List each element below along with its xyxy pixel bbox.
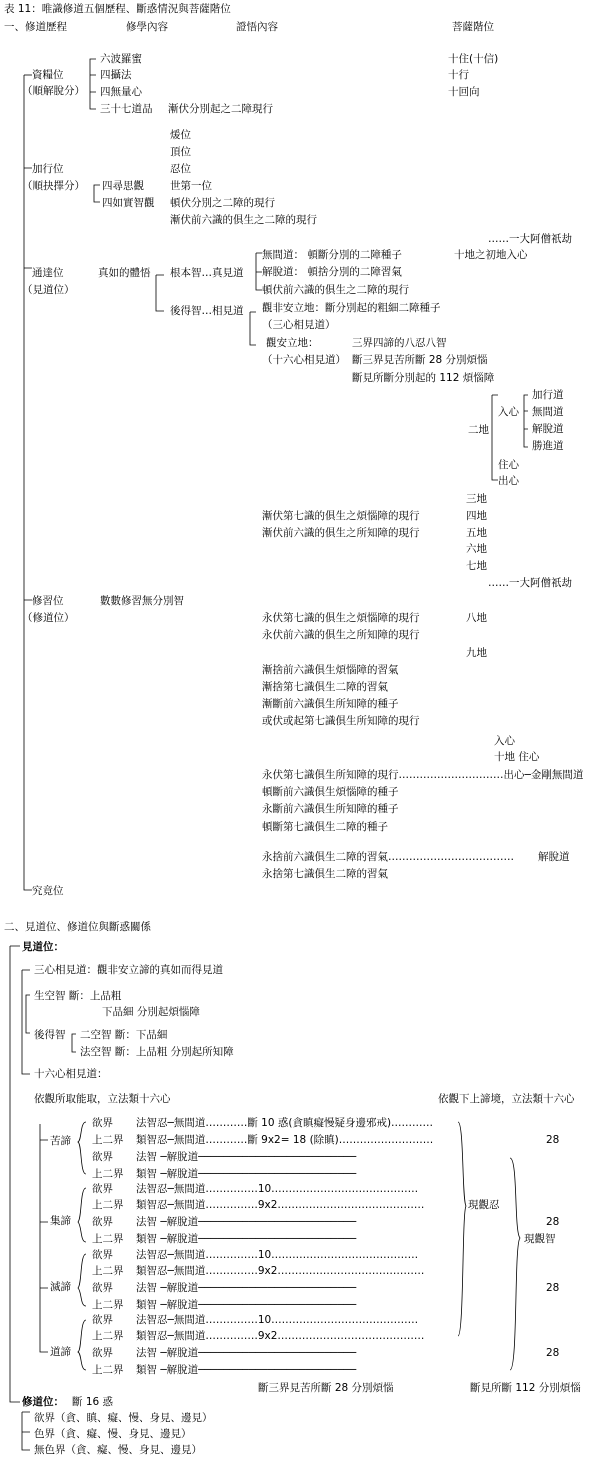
- row-realm: 欲界: [92, 1216, 113, 1228]
- row-realm: 上二界: [92, 1233, 124, 1245]
- row-text: 法智忍─無間道……………10……………………………………: [136, 1249, 419, 1261]
- s3-later-item: 觀非安立地：斷分別起的粗細二障種子: [262, 302, 441, 314]
- col-stage: 菩薩階位: [452, 21, 494, 33]
- row-text: 類智 ─解脫道─────────────────────────: [136, 1168, 357, 1180]
- s2-name: 加行位: [32, 163, 64, 175]
- realm-item: 無色界（貪、癡、慢、身見、邊見）: [34, 1444, 202, 1456]
- foot-b: 斷見所斷 112 分別煩惱: [470, 1382, 581, 1394]
- realm-item: 色界（貪、癡、慢、身見、邊見）: [34, 1428, 192, 1440]
- s3-real: 真如的體悟: [98, 267, 151, 279]
- row-realm: 欲界: [92, 1347, 113, 1359]
- s1-item: 四無量心: [100, 86, 142, 98]
- s4-liberation: 解脫道: [538, 851, 570, 863]
- row-realm: 欲界: [92, 1282, 113, 1294]
- s4-note: 永捨第七識俱生二障的習氣: [262, 868, 388, 880]
- s4-note: 漸伏第七識的俱生之煩惱障的現行: [262, 510, 420, 522]
- s2-kalpa: ……一大阿僧祇劫: [488, 233, 572, 245]
- s4-ground: 六地: [466, 543, 487, 555]
- s4-sub: （修道位）: [22, 612, 75, 624]
- truth-label: 集諦: [50, 1215, 71, 1227]
- row-text: 法智忍─無間道……………10……………………………………: [136, 1183, 419, 1195]
- row-realm: 上二界: [92, 1134, 124, 1146]
- s4-note: 或伏或起第七識俱生所知障的現行: [262, 715, 420, 727]
- s1-note: 漸伏分別起之二障現行: [168, 103, 273, 115]
- s3-later-item: （十六心相見道）: [262, 354, 346, 366]
- s3-later-item: 斷三界見苦所斷 28 分別煩惱: [352, 354, 488, 366]
- s4-note: 永斷前六識俱生所知障的種子: [262, 803, 399, 815]
- row-realm: 上二界: [92, 1168, 124, 1180]
- col-content: 修學內容: [126, 21, 168, 33]
- s4-note: 漸斷前六識俱生所知障的種子: [262, 698, 399, 710]
- s4-entry-item: 無間道: [532, 406, 564, 418]
- s1-item: 六波羅蜜: [100, 53, 142, 65]
- s4-note: 永伏前六識的俱生之所知障的現行: [262, 629, 420, 641]
- fund-wisdom-2: 下品細 分別起煩惱障: [102, 1006, 200, 1018]
- row-realm: 欲界: [92, 1249, 113, 1261]
- s3-sub: （見道位）: [22, 284, 75, 296]
- s2-method: 四尋思觀: [102, 180, 144, 192]
- xiu-title: 修道位：: [22, 1396, 64, 1408]
- s3-later-item: （三心相見道）: [262, 319, 336, 331]
- row-realm: 上二界: [92, 1299, 124, 1311]
- row-realm: 上二界: [92, 1364, 124, 1376]
- truth-label: 苦諦: [50, 1135, 71, 1147]
- row-realm: 上二界: [92, 1265, 124, 1277]
- s1-stage: 十回向: [448, 86, 480, 98]
- truth-label: 滅諦: [50, 1281, 71, 1293]
- s4-ground: 四地: [466, 510, 487, 522]
- s2-note: 漸伏前六識的俱生之二障的現行: [170, 214, 317, 226]
- row-text: 類智忍─無間道……………9x2……………………………………: [136, 1265, 425, 1277]
- s2-method: 四如實智觀: [102, 197, 155, 209]
- s4-entry-item: 解脫道: [532, 423, 564, 435]
- row-realm: 上二界: [92, 1330, 124, 1342]
- row-realm: 欲界: [92, 1151, 113, 1163]
- row-realm: 上二界: [92, 1199, 124, 1211]
- s1-stage: 十住(十信): [448, 53, 499, 65]
- row-realm: 欲界: [92, 1314, 113, 1326]
- left-head: 依觀所取能取，立法類十六心: [34, 1093, 171, 1105]
- s4-ground: 五地: [466, 527, 487, 539]
- part2-title: 二、見道位、修道位與斷惑關係: [4, 921, 151, 933]
- s3-later-item: 觀安立地：: [266, 337, 319, 349]
- row-text: 類智忍─無間道……………9x2……………………………………: [136, 1330, 425, 1342]
- s4-name: 修習位: [32, 595, 64, 607]
- sixteen-mind: 十六心相見道：: [34, 1068, 108, 1080]
- n28: 28: [546, 1282, 560, 1294]
- s4-content: 數數修習無分別智: [100, 595, 184, 607]
- s4-second: 二地: [468, 424, 489, 436]
- s2-stage: 忍位: [170, 163, 191, 175]
- foot-a: 斷三界見苦所斷 28 分別煩惱: [258, 1382, 394, 1394]
- n28: 28: [546, 1216, 560, 1228]
- s4-note: 永捨前六識俱生二障的習氣………………………………: [262, 851, 514, 863]
- three-mind: 三心相見道：觀非安立諦的真如而得見道: [34, 964, 223, 976]
- s4-ground: 八地: [466, 612, 487, 624]
- s2-note: 頓伏分別之二障的現行: [170, 197, 275, 209]
- row-text: 類智 ─解脫道─────────────────────────: [136, 1364, 357, 1376]
- row-text: 類智 ─解脫道─────────────────────────: [136, 1299, 357, 1311]
- s1-item: 三十七道品: [100, 103, 153, 115]
- s4-note: 漸捨第七識俱生二障的習氣: [262, 681, 388, 693]
- s3-later-item: 斷見所斷分別起的 112 煩惱障: [352, 372, 495, 384]
- s4-ground: 三地: [466, 493, 487, 505]
- s3-name: 通達位: [32, 267, 64, 279]
- s4-entry-item: 勝進道: [532, 440, 564, 452]
- s4-note: 永伏第七識俱生所知障的現行…………………………出心─金剛無間道: [262, 769, 584, 781]
- s4-ground: 七地: [466, 560, 487, 572]
- xianguan-ren: 現觀忍: [468, 1199, 500, 1211]
- main-spine: [24, 75, 32, 890]
- row-realm: 欲界: [92, 1117, 113, 1129]
- s4-note: 漸捨前六識俱生煩惱障的習氣: [262, 664, 399, 676]
- s4-entry-item: 加行道: [532, 389, 564, 401]
- realm-item: 欲界（貪、瞋、癡、慢、身見、邊見）: [34, 1412, 213, 1424]
- fund-wisdom: 生空智 斷：上品粗: [34, 990, 122, 1002]
- n28: 28: [546, 1134, 560, 1146]
- s4-tenth: 入心: [494, 735, 515, 747]
- later-wisdom: 後得智: [34, 1029, 66, 1041]
- later-wisdom-2: 法空智 斷：上品粗 分別起所知障: [80, 1046, 234, 1058]
- s3-later-item: 三界四諦的八忍八智: [352, 337, 447, 349]
- s3-root-item: 無間道： 頓斷分別的二障種子: [262, 249, 402, 261]
- s2-stage: 煖位: [170, 129, 191, 141]
- right-head: 依觀下上諦境，立法類十六心: [438, 1093, 575, 1105]
- s3-root: 根本智…真見道: [170, 267, 244, 279]
- xiu-b: 斷 16 惑: [72, 1396, 114, 1408]
- row-text: 類智 ─解脫道─────────────────────────: [136, 1233, 357, 1245]
- row-text: 法智 ─解脫道─────────────────────────: [136, 1282, 357, 1294]
- row-text: 類智忍─無間道……………9x2……………………………………: [136, 1199, 425, 1211]
- s4-kalpa: ……一大阿僧祇劫: [488, 577, 572, 589]
- s4-dwell: 住心: [498, 459, 519, 471]
- xianguan-zhi: 現觀智: [524, 1233, 556, 1245]
- row-text: 類智忍─無間道…………斷 9x2= 18 (除瞋)………………………: [136, 1134, 434, 1146]
- s1-sub: （順解脫分）: [22, 85, 85, 97]
- s2-stage: 世第一位: [170, 180, 212, 192]
- s4-entry: 入心: [498, 406, 519, 418]
- table-title: 表 11：唯識修道五個歷程、斷惑情況與菩薩階位: [4, 3, 231, 15]
- row-text: 法智 ─解脫道─────────────────────────: [136, 1151, 357, 1163]
- row-text: 法智忍─無間道…………斷 10 惑(貪瞋癡慢疑身邊邪戒)…………: [136, 1117, 434, 1129]
- s4-exit: 出心: [498, 475, 519, 487]
- s1-name: 資糧位: [32, 69, 64, 81]
- row-realm: 欲界: [92, 1183, 113, 1195]
- s1-stage: 十行: [448, 69, 469, 81]
- row-text: 法智 ─解脫道─────────────────────────: [136, 1347, 357, 1359]
- s4-note: 頓斷前六識俱生煩惱障的種子: [262, 786, 399, 798]
- s3-root-item: 解脫道： 頓捨分別的二障習氣: [262, 266, 402, 278]
- part1-title: 一、修道歷程: [4, 21, 67, 33]
- s2-stage: 頂位: [170, 146, 191, 158]
- s4-tenth: 十地 住心: [494, 751, 540, 763]
- truth-label: 道諦: [50, 1346, 71, 1358]
- later-wisdom-1: 二空智 斷：下品細: [80, 1029, 168, 1041]
- s1-item: 四攝法: [100, 69, 132, 81]
- s2-sub: （順抉擇分）: [22, 180, 85, 192]
- s3-root-item: 頓伏前六識的俱生之二障的現行: [262, 284, 409, 296]
- row-text: 法智忍─無間道……………10……………………………………: [136, 1314, 419, 1326]
- part2-jian: 見道位：: [22, 941, 64, 953]
- s4-note: 頓斷第七識俱生二障的種子: [262, 821, 388, 833]
- s3-stage: 十地之初地入心: [454, 249, 528, 261]
- n28: 28: [546, 1347, 560, 1359]
- col-realize: 證悟內容: [236, 21, 278, 33]
- s4-ground: 九地: [466, 647, 487, 659]
- s4-note: 永伏第七識的俱生之煩惱障的現行: [262, 612, 420, 624]
- s3-later: 後得智…相見道: [170, 305, 244, 317]
- s4-note: 漸伏前六識的俱生之所知障的現行: [262, 527, 420, 539]
- s5-name: 究竟位: [32, 885, 64, 897]
- row-text: 法智 ─解脫道─────────────────────────: [136, 1216, 357, 1228]
